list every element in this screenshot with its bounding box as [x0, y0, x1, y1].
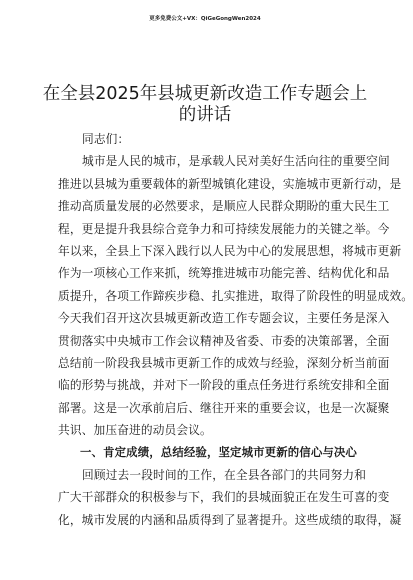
paragraph-line: 部署。这是一次承前启后、继往开来的重要会议，也是一次凝聚 — [58, 400, 390, 415]
header-note: 更多免费公文+VX：QiGeGongWen2024 — [149, 16, 261, 22]
paragraph-line: 作为一项核心工作来抓，统筹推进城市功能完善、结构优化和品 — [58, 266, 390, 281]
paragraph-line: 临的形势与挑战，并对下一阶段的重点任务进行系统安排和全面 — [58, 378, 390, 393]
paragraph-line: 城市是人民的城市，是承载人民对美好生活向往的重要空间 — [82, 154, 390, 169]
paragraph-line: 共识、加压奋进的动员会议。 — [58, 423, 212, 438]
paragraph-line: 程，更是提升我县综合竞争力和可持续发展能力的关键之举。今 — [58, 221, 390, 236]
paragraph-line: 今天我们召开这次县城更新改造工作专题会议，主要任务是深入 — [58, 311, 390, 326]
body-text — [58, 128, 413, 531]
paragraph-line: 年以来，全县上下深入践行以人民为中心的发展思想，将城市更新 — [58, 243, 402, 258]
paragraph-line: 广大干部群众的积极参与下，我们的县城面貌正在发生可喜的变 — [58, 490, 390, 505]
section-heading: 一、肯定成绩，总结经验，坚定城市更新的信心与决心 — [80, 445, 357, 460]
paragraph-line: 贯彻落实中央城市工作会议精神及省委、市委的决策部署，全面 — [58, 333, 390, 348]
paragraph-line: 质提升，各项工作蹄疾步稳、扎实推进，取得了阶段性的明显成效。 — [58, 288, 413, 303]
paragraph-line: 总结前一阶段我县城市更新工作的成效与经验，深刻分析当前面 — [58, 355, 390, 370]
paragraph-line: 推进以县城为重要载体的新型城镇化建设，实施城市更新行动，是 — [58, 176, 402, 191]
paragraph-line: 回顾过去一段时间的工作，在全县各部门的共同努力和 — [82, 467, 367, 482]
paragraph-line: 推动高质量发展的必然要求，是顺应人民群众期盼的重大民生工 — [58, 199, 390, 214]
salutation: 同志们： — [82, 132, 130, 146]
page-title: 在全县2025年县城更新改造工作专题会上的讲话 — [42, 84, 368, 125]
paragraph-line: 化，城市发展的内涵和品质得到了显著提升。这些成绩的取得，凝 — [58, 512, 402, 527]
